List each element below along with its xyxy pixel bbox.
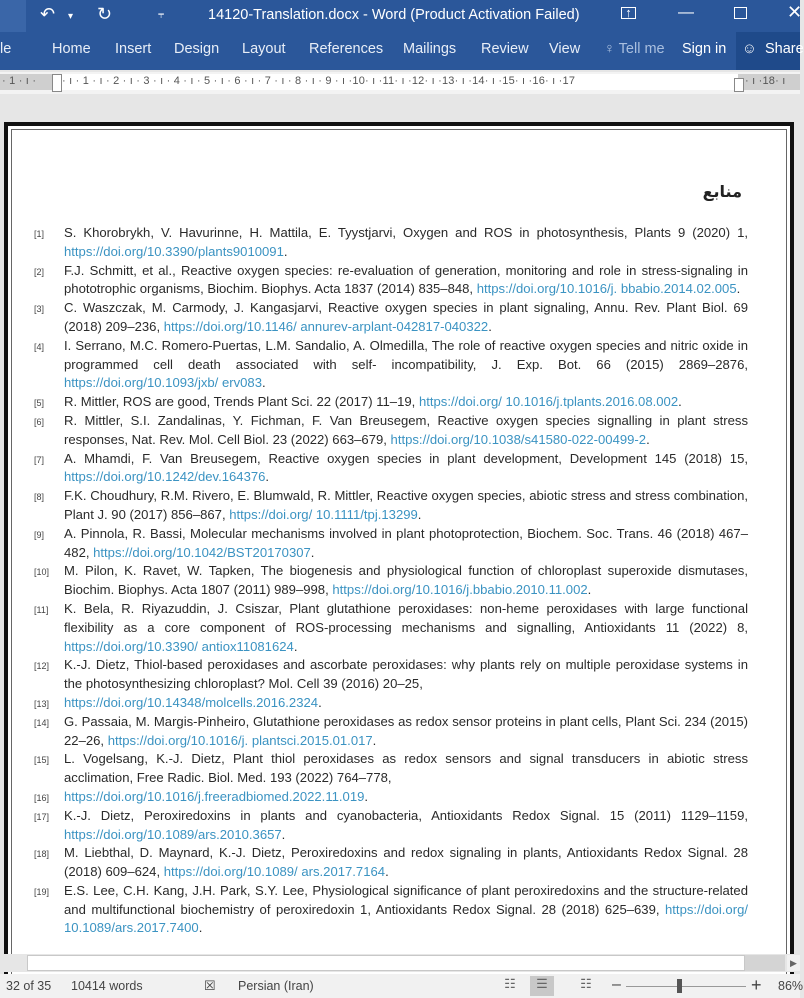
document-canvas bbox=[0, 96, 800, 954]
reference-text: C. Waszczak, M. Carmody, J. Kangasjarvi, Reactive oxygen species in plant signaling, Annu. Rev. Plant Biol. 69 (2018) 209–236, bbox=[64, 300, 748, 334]
reference-number: [13] bbox=[34, 698, 50, 709]
tell-me-label: Tell me bbox=[618, 41, 665, 57]
reference-end-punct: . bbox=[310, 544, 315, 560]
tab-layout[interactable]: Layout bbox=[242, 41, 286, 57]
share-button[interactable] bbox=[736, 32, 804, 70]
reference-number: [5] bbox=[34, 398, 45, 409]
tab-review[interactable]: Review bbox=[481, 41, 529, 57]
reference-doi-link[interactable]: https://doi.org/10.1016/j. bbabio.2014.02.005 bbox=[476, 281, 737, 297]
reference-number: [2] bbox=[34, 266, 45, 277]
reference-text: M. Liebthal, D. Maynard, K.-J. Dietz, Peroxiredoxins and redox signaling in plants, Antioxidants Redox Signal. 28 (2018) 609–624, bbox=[64, 845, 748, 880]
maximize-icon[interactable] bbox=[734, 7, 747, 19]
reference-doi-link[interactable]: https://doi.org/ 10.1111/tpj.13299 bbox=[229, 506, 418, 522]
ribbon-tabs bbox=[0, 32, 804, 70]
close-icon[interactable]: ✕ bbox=[787, 2, 803, 22]
reference-item bbox=[34, 299, 748, 337]
ruler-main-text: · ı · 1 · ı · 2 · ı · 3 · ı · 4 · ı · 5 · ı · 6 · ı · 7 · ı · 8 · ı · 9 · ı ·10· ı ·11· ı ·12· ı ·13· ı ·14· ı ·15· ı ·16· ı ·17 bbox=[62, 75, 576, 87]
reference-end-punct: . bbox=[385, 864, 389, 880]
reference-doi-link[interactable]: https://doi.org/10.1089/ ars.2017.7164 bbox=[163, 864, 386, 880]
reference-item bbox=[34, 562, 748, 600]
web-layout-icon[interactable]: ☷ bbox=[580, 976, 592, 991]
ribbon-display-options-icon[interactable]: ↑ bbox=[621, 7, 636, 19]
status-bar bbox=[0, 974, 804, 998]
reference-doi-link[interactable]: https://doi.org/10.1016/j.freeradbiomed.2022.11.019 bbox=[64, 788, 365, 804]
reference-end-punct: . bbox=[364, 788, 369, 804]
scrollbar-track[interactable] bbox=[27, 955, 745, 971]
reference-item bbox=[34, 807, 748, 845]
reference-number: [17] bbox=[34, 811, 50, 822]
reference-text: L. Vogelsang, K.-J. Dietz, Plant thiol peroxidases as redox sensors and signal transducers in abiotic stress acclimation, Free Radic. Biol. Med. 193 (2022) 764–778, bbox=[64, 751, 748, 786]
reference-doi-link[interactable]: https://doi.org/10.1146/ annurev-arplant-042817-040322 bbox=[163, 318, 489, 334]
print-layout-icon[interactable]: ☰ bbox=[530, 976, 554, 996]
reference-text: M. Pilon, K. Ravet, W. Tapken, The biogenesis and physiological function of chloroplast superoxide dismutases, Biochim. Biophys. Acta 1807 (2011) 989–998, bbox=[64, 563, 748, 598]
page-count[interactable]: 32 of 35 bbox=[6, 979, 52, 993]
tab-home[interactable]: Home bbox=[52, 41, 91, 57]
reference-number: [18] bbox=[34, 849, 50, 860]
reference-text: F.J. Schmitt, et al., Reactive oxygen species: re-evaluation of generation, monitoring and role in stress-signaling in phototrophic organisms, Biochim. Biophys. Acta 1837 (2014) 835–848, bbox=[64, 262, 748, 297]
reference-number: [10] bbox=[34, 567, 50, 578]
reference-text: K.-J. Dietz, Peroxiredoxins in plants and cyanobacteria, Antioxidants Redox Signal. 15 (2011) 1129–1159, bbox=[64, 807, 748, 823]
reference-item bbox=[34, 788, 748, 807]
reference-end-punct: . bbox=[265, 469, 270, 485]
reference-number: [14] bbox=[34, 717, 50, 728]
reference-doi-link[interactable]: https://doi.org/10.1093/jxb/ erv083 bbox=[64, 375, 262, 391]
reference-end-punct: . bbox=[736, 281, 741, 297]
reference-doi-link[interactable]: https://doi.org/10.1038/s41580-022-00499-2 bbox=[390, 431, 647, 447]
left-indent-marker[interactable] bbox=[52, 74, 62, 92]
customize-qat-icon[interactable]: ⫧ bbox=[158, 9, 165, 21]
reference-item bbox=[34, 600, 748, 656]
reference-item bbox=[34, 525, 748, 563]
tell-me-search[interactable] bbox=[604, 41, 665, 57]
reference-number: [8] bbox=[34, 492, 45, 503]
reference-text: G. Passaia, M. Margis-Pinheiro, Glutathione peroxidases as redox sensor proteins in plant cells, Plant Sci. 234 (2015) 22–26, bbox=[64, 713, 748, 748]
horizontal-scrollbar[interactable] bbox=[0, 954, 800, 972]
reference-end-punct: . bbox=[678, 394, 682, 410]
tab-file[interactable]: le bbox=[0, 41, 12, 57]
sign-in-link[interactable]: Sign in bbox=[682, 41, 727, 57]
zoom-level[interactable]: 86% bbox=[778, 979, 804, 993]
reference-item bbox=[34, 224, 748, 262]
tab-mailings[interactable]: Mailings bbox=[403, 41, 457, 57]
reference-item bbox=[34, 844, 748, 882]
reference-number: [6] bbox=[34, 416, 45, 427]
section-heading: منابع bbox=[702, 182, 742, 201]
share-label: Share bbox=[765, 41, 804, 57]
reference-item bbox=[34, 450, 748, 488]
reference-end-punct: . bbox=[646, 431, 650, 447]
reference-item bbox=[34, 882, 748, 938]
reference-number: [11] bbox=[34, 604, 49, 615]
chevron-down-icon[interactable]: ▾ bbox=[68, 11, 74, 22]
lightbulb-icon: ♀ bbox=[604, 41, 615, 57]
reference-end-punct: . bbox=[587, 582, 592, 598]
reference-number: [19] bbox=[34, 886, 50, 897]
minimize-icon[interactable]: — bbox=[678, 4, 694, 21]
reference-doi-link[interactable]: https://doi.org/10.14348/molcells.2016.2324 bbox=[64, 694, 319, 710]
reference-number: [16] bbox=[34, 792, 50, 803]
reference-number: [7] bbox=[34, 454, 45, 465]
reference-item bbox=[34, 656, 748, 694]
reference-text: A. Mhamdi, F. Van Breusegem, Reactive oxygen species in plant development, Development 145 (2018) 15, bbox=[64, 450, 748, 466]
reference-number: [1] bbox=[34, 229, 45, 239]
reference-item bbox=[34, 412, 748, 450]
scrollbar-thumb[interactable] bbox=[745, 955, 785, 971]
title-bar bbox=[0, 0, 803, 32]
word-count[interactable]: 10414 words bbox=[71, 979, 143, 993]
zoom-slider-thumb[interactable] bbox=[677, 979, 682, 993]
reference-doi-link[interactable]: https://doi.org/10.1042/BST20170307 bbox=[93, 544, 311, 560]
zoom-slider-track[interactable] bbox=[626, 986, 746, 987]
reference-item bbox=[34, 487, 748, 525]
reference-end-punct: . bbox=[372, 732, 377, 748]
reference-item bbox=[34, 262, 748, 300]
ruler-numbers bbox=[0, 75, 800, 91]
proofing-icon[interactable]: ☒ bbox=[204, 978, 216, 993]
reference-number: [9] bbox=[34, 529, 45, 540]
save-icon[interactable] bbox=[0, 0, 26, 32]
reference-end-punct: . bbox=[417, 506, 422, 522]
ruler-right-text: · ı ·18· ı bbox=[745, 75, 786, 87]
window-title: 14120-Translation.docx - Word (Product Activation Failed) bbox=[208, 7, 580, 23]
ruler-left-text: · 1 · ı · bbox=[2, 75, 37, 87]
reference-text: R. Mittler, ROS are good, Trends Plant Sci. 22 (2017) 11–19, bbox=[64, 394, 419, 410]
undo-icon[interactable]: ↶ bbox=[40, 4, 56, 24]
share-person-icon: ☺ bbox=[742, 41, 757, 57]
reference-doi-link[interactable]: https://doi.org/10.1242/dev.164376 bbox=[64, 469, 266, 485]
reference-end-punct: . bbox=[488, 318, 492, 334]
reference-text: R. Mittler, S.I. Zandalinas, Y. Fichman, F. Van Breusegem, Reactive oxygen species signalling in plant stress responses, Nat. Rev. Mol. Cell Biol. 23 (2022) 663–679, bbox=[64, 412, 748, 447]
reference-end-punct: . bbox=[293, 638, 298, 654]
reference-number: [3] bbox=[34, 304, 45, 315]
scroll-right-arrow-icon[interactable]: ▶ bbox=[787, 955, 800, 971]
reference-item bbox=[34, 337, 748, 393]
reference-list bbox=[34, 224, 748, 938]
reference-doi-link[interactable]: https://doi.org/10.3390/ antiox11081624 bbox=[64, 638, 294, 654]
document-page[interactable] bbox=[4, 122, 794, 982]
reference-text: E.S. Lee, C.H. Kang, J.H. Park, S.Y. Lee, Physiological significance of plant peroxiredoxins and the structure-related and multifunctional biochemistry of peroxiredoxin 1, Antioxidants Redox Signal. 28 (2018) 625–639, bbox=[64, 882, 748, 917]
reference-item bbox=[34, 694, 748, 713]
reference-doi-link[interactable]: https://doi.org/ 10.1016/j.tplants.2016.08.002 bbox=[418, 394, 679, 410]
reference-end-punct: . bbox=[283, 243, 288, 259]
reference-doi-link[interactable]: https://doi.org/10.1089/ars.2010.3657 bbox=[64, 826, 282, 842]
reference-doi-link[interactable]: https://doi.org/ 10.1089/ars.2017.7400 bbox=[64, 901, 748, 936]
tab-view[interactable]: View bbox=[549, 41, 581, 57]
reference-text: K.-J. Dietz, Thiol-based peroxidases and ascorbate peroxidases: why plants rely on multiple peroxidase systems in the photosynthesizing chloroplast? Mol. Cell 39 (2016) 20–25, bbox=[64, 657, 748, 692]
tab-design[interactable]: Design bbox=[174, 41, 220, 57]
zoom-in-button[interactable]: + bbox=[751, 975, 762, 995]
reference-number: [15] bbox=[34, 755, 50, 766]
redo-icon[interactable]: ↻ bbox=[97, 4, 113, 24]
reference-item bbox=[34, 393, 748, 412]
read-mode-icon[interactable]: ☷ bbox=[504, 976, 516, 991]
reference-end-punct: . bbox=[318, 694, 322, 710]
reference-item bbox=[34, 750, 748, 788]
reference-item bbox=[34, 713, 748, 751]
reference-end-punct: . bbox=[262, 375, 266, 391]
reference-text: A. Pinnola, R. Bassi, Molecular mechanisms involved in plant photoprotection, Biochem. Soc. Trans. 46 (2018) 467–482, bbox=[64, 525, 748, 560]
horizontal-ruler[interactable] bbox=[0, 72, 800, 94]
reference-doi-link[interactable]: https://doi.org/10.1016/j.bbabio.2010.11.002 bbox=[332, 582, 588, 598]
tab-insert[interactable]: Insert bbox=[115, 41, 152, 57]
reference-number: [4] bbox=[34, 341, 45, 352]
reference-end-punct: . bbox=[198, 920, 203, 936]
language-indicator[interactable]: Persian (Iran) bbox=[238, 979, 314, 993]
reference-doi-link[interactable]: https://doi.org/10.3390/plants9010091 bbox=[64, 243, 284, 259]
reference-text: F.K. Choudhury, R.M. Rivero, E. Blumwald, R. Mittler, Reactive oxygen species, abiotic stress and stress combination, Plant J. 90 (2017) 856–867, bbox=[64, 488, 748, 522]
reference-text: I. Serrano, M.C. Romero-Puertas, L.M. Sandalio, A. Olmedilla, The role of reactive oxygen species and nitric oxide in programmed cell death associated with self- incompatibility, J. Exp. Bot. 66 (2015) 2869–2876, bbox=[64, 337, 748, 372]
reference-doi-link[interactable]: https://doi.org/10.1016/j. plantsci.2015.01.017 bbox=[107, 732, 373, 748]
reference-number: [12] bbox=[34, 661, 50, 672]
right-indent-marker[interactable] bbox=[734, 78, 744, 92]
reference-text: S. Khorobrykh, V. Havurinne, H. Mattila, E. Tyystjarvi, Oxygen and ROS in photosynthesis, Plants 9 (2020) 1, bbox=[64, 225, 748, 240]
tab-references[interactable]: References bbox=[309, 41, 384, 57]
reference-text: K. Bela, R. Riyazuddin, J. Csiszar, Plant glutathione peroxidases: non-heme peroxidases with large functional flexibility as a core component of ROS-processing mechanisms and signalling, Antioxidants 11 (2022) 8, bbox=[64, 600, 748, 635]
reference-end-punct: . bbox=[281, 826, 286, 842]
zoom-out-button[interactable]: – bbox=[612, 976, 621, 993]
